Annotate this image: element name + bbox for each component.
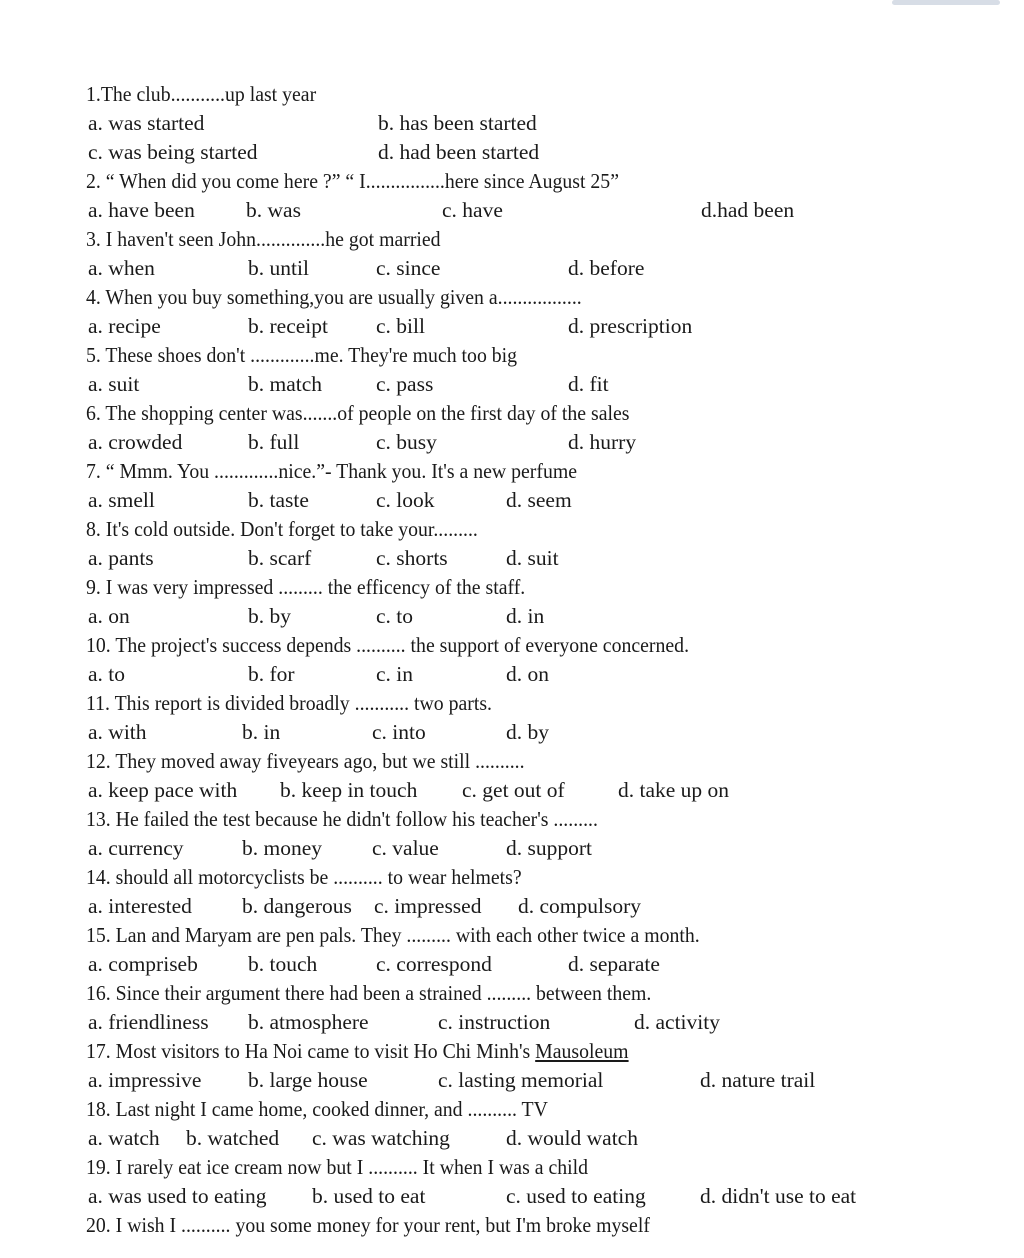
options-16 (86, 1008, 906, 1037)
option-6a: a. crowded (88, 430, 183, 454)
question-16: 16. Since their argument there had been a strained ......... between them. (86, 981, 652, 1005)
option-1d: d. had been started (378, 140, 540, 164)
options-17 (86, 1066, 906, 1095)
question-12: 12. They moved away fiveyears ago, but we still .......... (86, 749, 525, 773)
option-3d: d. before (568, 256, 645, 280)
options-7 (86, 486, 906, 515)
option-5c: c. pass (376, 372, 434, 396)
option-3b: b. until (248, 256, 309, 280)
option-18a: a. watch (88, 1126, 160, 1150)
question-7: 7. “ Mmm. You .............nice.”- Thank you. It's a new perfume (86, 459, 578, 483)
option-19a: a. was used to eating (88, 1184, 267, 1208)
options-8 (86, 544, 906, 573)
question-17-text: 17. Most visitors to Ha Noi came to visit Ho Chi Minh's (86, 1039, 536, 1063)
option-9d: d. in (506, 604, 545, 628)
option-18b: b. watched (186, 1126, 280, 1150)
option-16a: a. friendliness (88, 1010, 209, 1034)
option-10d: d. on (506, 662, 549, 686)
option-15a: a. compriseb (88, 952, 198, 976)
option-19d: d. didn't use to eat (700, 1184, 857, 1208)
option-2b: b. was (246, 198, 301, 222)
question-1: 1.The club...........up last year (86, 82, 317, 106)
option-5d: d. fit (568, 372, 609, 396)
options-5 (86, 370, 906, 399)
option-17a: a. impressive (88, 1068, 202, 1092)
options-11 (86, 718, 906, 747)
options-4 (86, 312, 906, 341)
question-17-underlined-word: Mausoleum (535, 1039, 629, 1063)
option-15b: b. touch (248, 952, 318, 976)
option-7a: a. smell (88, 488, 155, 512)
question-3: 3. I haven't seen John..............he got married (86, 227, 441, 251)
option-16d: d. activity (634, 1010, 720, 1034)
option-13d: d. support (506, 836, 592, 860)
option-8b: b. scarf (248, 546, 312, 570)
option-4a: a. recipe (88, 314, 161, 338)
question-19: 19. I rarely eat ice cream now but I .......... It when I was a child (86, 1155, 589, 1179)
option-14c: c. impressed (374, 894, 482, 918)
option-6b: b. full (248, 430, 300, 454)
option-3a: a. when (88, 256, 155, 280)
option-14a: a. interested (88, 894, 192, 918)
option-12c: c. get out of (462, 778, 565, 802)
option-15c: c. correspond (376, 952, 492, 976)
question-8: 8. It's cold outside. Don't forget to take your......... (86, 517, 478, 541)
option-1b: b. has been started (378, 111, 537, 135)
option-10a: a. to (88, 662, 126, 686)
option-9b: b. by (248, 604, 291, 628)
option-8a: a. pants (88, 546, 154, 570)
option-18d: d. would watch (506, 1126, 638, 1150)
option-12a: a. keep pace with (88, 778, 238, 802)
option-17d: d. nature trail (700, 1068, 816, 1092)
options-10 (86, 660, 906, 689)
option-6c: c. busy (376, 430, 437, 454)
option-4c: c. bill (376, 314, 425, 338)
options-2 (86, 196, 906, 225)
option-7d: d. seem (506, 488, 572, 512)
options-1-row-1 (86, 109, 906, 138)
question-15: 15. Lan and Maryam are pen pals. They ......... with each other twice a month. (86, 923, 700, 947)
option-1c: c. was being started (88, 140, 258, 164)
option-1a: a. was started (88, 111, 205, 135)
option-4b: b. receipt (248, 314, 328, 338)
option-13a: a. currency (88, 836, 184, 860)
option-13c: c. value (372, 836, 439, 860)
option-7b: b. taste (248, 488, 309, 512)
option-8c: c. shorts (376, 546, 448, 570)
question-20: 20. I wish I .......... you some money for your rent, but I'm broke myself (86, 1213, 650, 1237)
option-17c: c. lasting memorial (438, 1068, 604, 1092)
option-9a: a. on (88, 604, 130, 628)
option-11d: d. by (506, 720, 549, 744)
question-17 (86, 1037, 840, 1066)
option-13b: b. money (242, 836, 323, 860)
options-12 (86, 776, 906, 805)
options-14 (86, 892, 906, 921)
option-14b: b. dangerous (242, 894, 352, 918)
option-15d: d. separate (568, 952, 660, 976)
option-4d: d. prescription (568, 314, 693, 338)
option-19c: c. used to eating (506, 1184, 646, 1208)
option-16c: c. instruction (438, 1010, 551, 1034)
option-11a: a. with (88, 720, 147, 744)
options-1-row-2 (86, 138, 906, 167)
options-3 (86, 254, 906, 283)
option-2c: c. have (442, 198, 503, 222)
option-16b: b. atmosphere (248, 1010, 369, 1034)
option-17b: b. large house (248, 1068, 368, 1092)
option-18c: c. was watching (312, 1126, 450, 1150)
question-6: 6. The shopping center was.......of people on the first day of the sales (86, 401, 630, 425)
options-13 (86, 834, 906, 863)
scroll-indicator (892, 0, 1000, 5)
option-8d: d. suit (506, 546, 559, 570)
question-2: 2. “ When did you come here ?” “ I................here since August 25” (86, 169, 619, 193)
option-6d: d. hurry (568, 430, 637, 454)
option-2d: d.had been (701, 198, 795, 222)
option-3c: c. since (376, 256, 441, 280)
option-9c: c. to (376, 604, 414, 628)
option-10c: c. in (376, 662, 414, 686)
options-6 (86, 428, 906, 457)
options-15 (86, 950, 906, 979)
question-18: 18. Last night I came home, cooked dinner, and .......... TV (86, 1097, 548, 1121)
question-14: 14. should all motorcyclists be .......... to wear helmets? (86, 865, 522, 889)
question-9: 9. I was very impressed ......... the efficency of the staff. (86, 575, 526, 599)
option-5a: a. suit (88, 372, 140, 396)
options-18 (86, 1124, 906, 1153)
option-12b: b. keep in touch (280, 778, 418, 802)
question-5: 5. These shoes don't .............me. They're much too big (86, 343, 518, 367)
option-5b: b. match (248, 372, 323, 396)
option-11c: c. into (372, 720, 426, 744)
option-11b: b. in (242, 720, 281, 744)
option-14d: d. compulsory (518, 894, 642, 918)
option-7c: c. look (376, 488, 435, 512)
option-12d: d. take up on (618, 778, 730, 802)
options-9 (86, 602, 906, 631)
question-10: 10. The project's success depends .......... the support of everyone concerned. (86, 633, 690, 657)
question-11: 11. This report is divided broadly ........... two parts. (86, 691, 492, 715)
option-10b: b. for (248, 662, 295, 686)
option-19b: b. used to eat (312, 1184, 426, 1208)
question-4: 4. When you buy something,you are usually given a................. (86, 285, 582, 309)
question-13: 13. He failed the test because he didn't follow his teacher's ......... (86, 807, 598, 831)
options-19 (86, 1182, 906, 1211)
option-2a: a. have been (88, 198, 195, 222)
exercise-sheet (86, 80, 906, 1240)
